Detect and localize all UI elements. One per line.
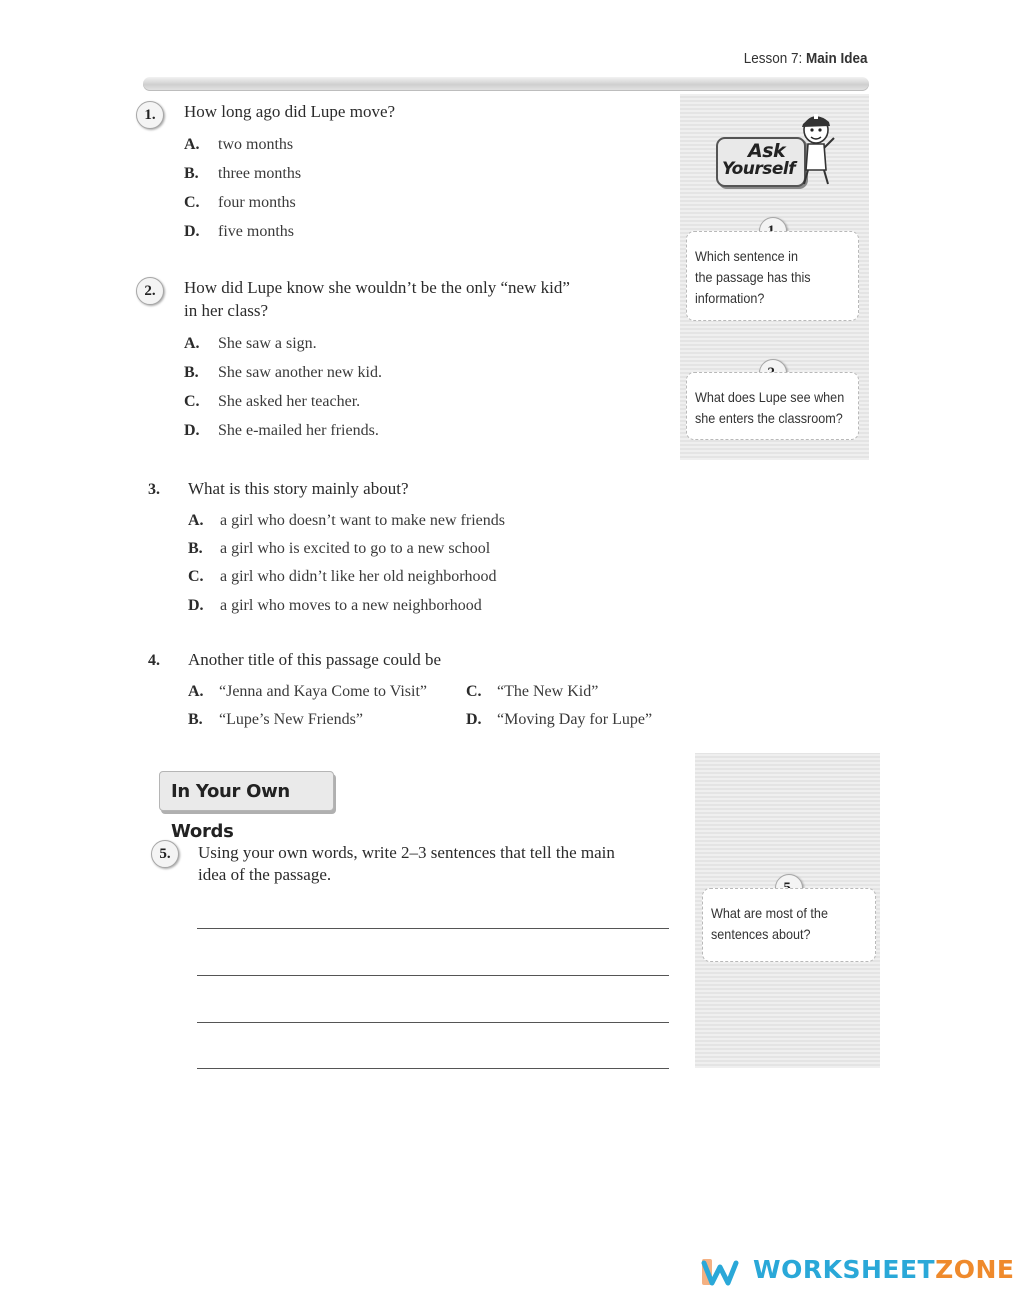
logo-part-2: ZONE: [935, 1255, 1014, 1284]
question-4-option-d[interactable]: [466, 711, 652, 729]
question-5-text-line-1: Using your own words, write 2–3 sentences that tell the main: [198, 843, 615, 862]
option-text: “Jenna and Kaya Come to Visit”: [219, 683, 428, 700]
option-text: “Moving Day for Lupe”: [497, 711, 653, 728]
option-letter: D.: [466, 711, 482, 728]
option-text: three months: [218, 165, 302, 182]
answer-line[interactable]: [197, 975, 669, 976]
option-text: “Lupe’s New Friends”: [219, 711, 363, 728]
question-1-text: How long ago did Lupe move?: [184, 102, 396, 121]
option-letter: A.: [184, 136, 200, 153]
question-2-text-line-2: in her class?: [184, 301, 269, 320]
option-text: a girl who is excited to go to a new school: [220, 540, 491, 557]
question-5-number: 5.: [151, 840, 179, 868]
option-letter: A.: [184, 335, 200, 352]
answer-line[interactable]: [197, 1022, 669, 1023]
question-2-option-d[interactable]: [184, 422, 379, 440]
hint-1-line-1: Which sentence in: [695, 248, 798, 264]
question-2-option-b[interactable]: [184, 364, 382, 382]
option-text: a girl who didn’t like her old neighborhood: [220, 568, 497, 585]
option-letter: B.: [184, 165, 199, 182]
lesson-header: [744, 50, 868, 67]
option-letter: C.: [184, 194, 200, 211]
option-text: a girl who doesn’t want to make new friends: [220, 512, 505, 529]
hint-5-line-1: What are most of the: [711, 905, 828, 921]
answer-line[interactable]: [197, 1068, 669, 1069]
option-text: a girl who moves to a new neighborhood: [220, 597, 482, 614]
worksheetzone-logo-icon: [700, 1255, 740, 1289]
option-letter: D.: [184, 422, 200, 439]
option-text: She saw another new kid.: [218, 364, 382, 381]
option-letter: C.: [188, 568, 204, 585]
header-divider-bar: [143, 77, 869, 91]
option-text: “The New Kid”: [497, 683, 599, 700]
question-3-option-a[interactable]: [188, 512, 505, 530]
badge-line-2: Yourself: [722, 159, 796, 179]
option-text: four months: [218, 194, 296, 211]
hint-box-1: [686, 231, 859, 321]
hint-box-5: [702, 888, 876, 962]
option-letter: B.: [188, 711, 203, 728]
question-3-text: What is this story mainly about?: [188, 479, 409, 498]
hint-2-line-2: she enters the classroom?: [695, 410, 843, 426]
logo-part-1: WORKSHEET: [753, 1255, 936, 1284]
question-1-option-b[interactable]: [184, 165, 301, 183]
worksheetzone-logo-text: [753, 1255, 1014, 1284]
badge-line-1: Ask: [748, 140, 786, 162]
question-4-option-a[interactable]: [188, 683, 427, 701]
question-5-text-line-2: idea of the passage.: [198, 865, 332, 884]
question-4-option-b[interactable]: [188, 711, 363, 729]
option-letter: C.: [184, 393, 200, 410]
question-1-option-c[interactable]: [184, 194, 296, 212]
question-1-option-d[interactable]: [184, 223, 294, 241]
option-text: She e-mailed her friends.: [218, 422, 379, 439]
question-4-option-c[interactable]: [466, 683, 598, 701]
answer-line[interactable]: [197, 928, 669, 929]
question-4-text: Another title of this passage could be: [188, 650, 442, 669]
hint-2-line-1: What does Lupe see when: [695, 389, 845, 405]
option-text: She saw a sign.: [218, 335, 317, 352]
question-3-option-c[interactable]: [188, 568, 497, 586]
question-2-text-line-1: How did Lupe know she wouldn’t be the only “new kid”: [184, 278, 570, 297]
option-letter: A.: [188, 512, 204, 529]
option-letter: C.: [466, 683, 482, 700]
option-letter: B.: [184, 364, 199, 381]
option-letter: D.: [184, 223, 200, 240]
question-4-number: 4.: [148, 652, 160, 669]
option-text: two months: [218, 136, 294, 153]
hint-1-line-2: the passage has this: [695, 269, 811, 285]
hint-1-line-3: information?: [695, 290, 765, 306]
question-1-option-a[interactable]: [184, 136, 293, 154]
hint-box-2: [686, 372, 859, 440]
option-letter: A.: [188, 683, 204, 700]
option-letter: B.: [188, 540, 203, 557]
question-3-option-b[interactable]: [188, 540, 490, 558]
option-letter: D.: [188, 597, 204, 614]
option-text: She asked her teacher.: [218, 393, 361, 410]
mascot-icon: [790, 108, 838, 188]
question-2-option-c[interactable]: [184, 393, 360, 411]
question-1-number: 1.: [136, 101, 164, 129]
question-3-number: 3.: [148, 481, 160, 498]
hint-5-line-2: sentences about?: [711, 926, 811, 942]
question-2-number: 2.: [136, 277, 164, 305]
lesson-prefix: Lesson 7:: [744, 50, 803, 67]
section-label-in-your-own-words: In Your Own Words: [159, 771, 334, 811]
question-3-option-d[interactable]: [188, 597, 482, 615]
lesson-title: Main Idea: [806, 50, 868, 67]
question-2-option-a[interactable]: [184, 335, 317, 353]
option-text: five months: [218, 223, 294, 240]
